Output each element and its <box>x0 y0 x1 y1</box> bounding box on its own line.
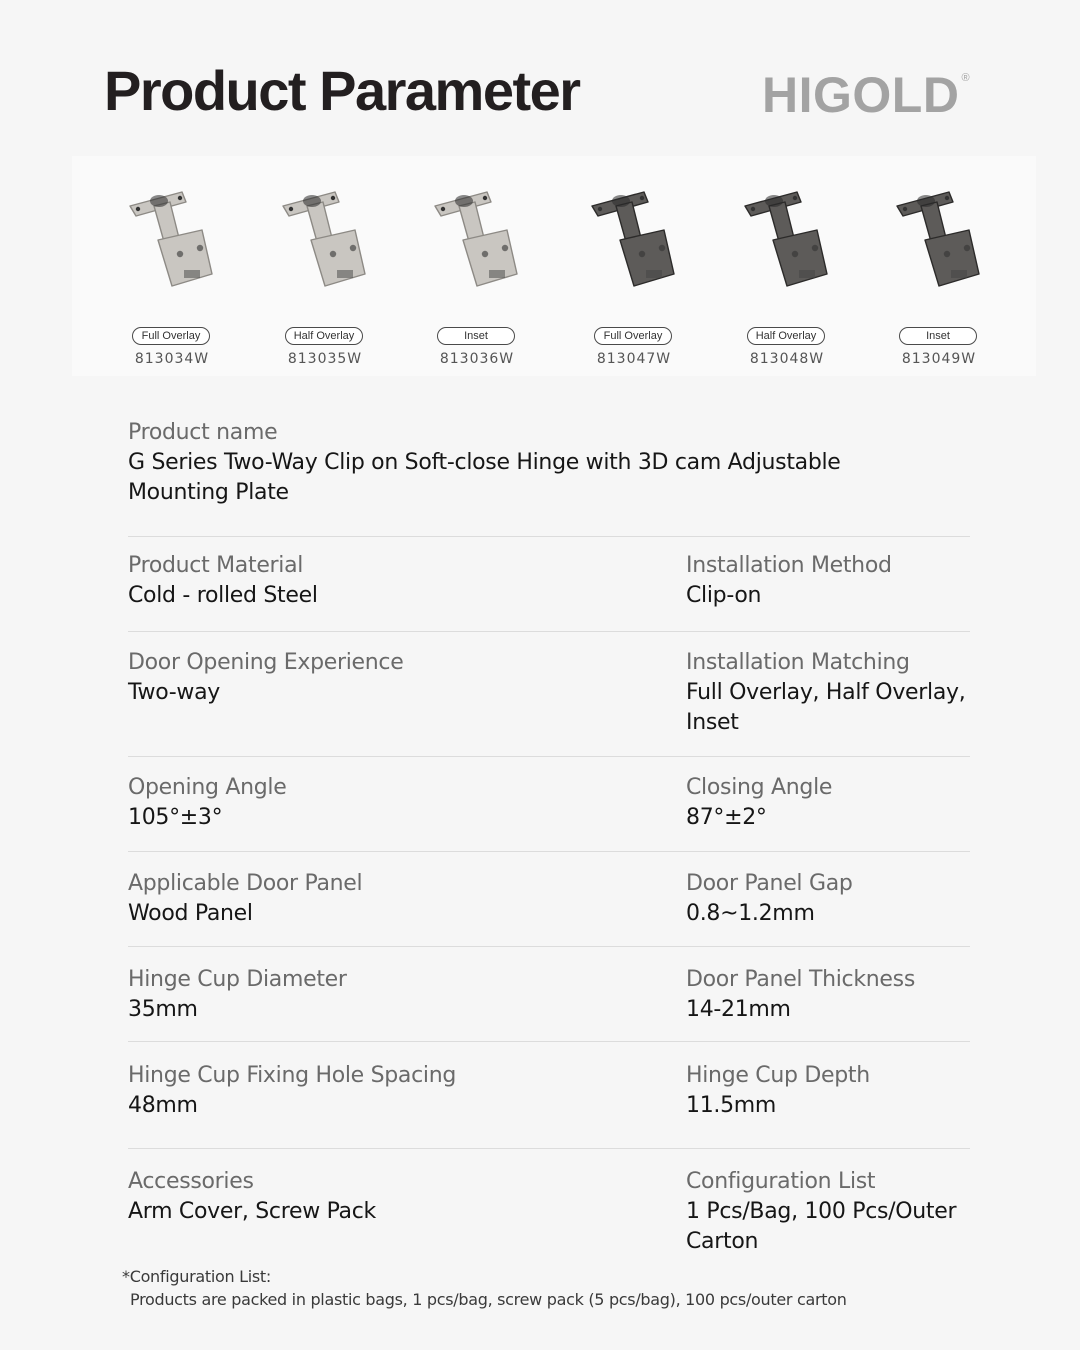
spec-hole-spacing <box>128 1061 648 1121</box>
spec-value: Cold - rolled Steel <box>128 583 318 608</box>
spec-product-name <box>128 418 928 508</box>
page-title: Product Parameter <box>104 59 580 122</box>
product-code: 813036W <box>439 351 515 367</box>
spec-label: Installation Matching <box>686 650 910 675</box>
spec-value: Clip-on <box>686 583 762 608</box>
spec-value: Wood Panel <box>128 901 253 926</box>
divider <box>128 1041 970 1042</box>
spec-value: 105°±3° <box>128 805 223 830</box>
spec-door-opening <box>128 648 648 708</box>
spec-value: 35mm <box>128 997 198 1022</box>
footnote-heading: *Configuration List: <box>122 1267 271 1286</box>
product-gallery <box>72 156 1036 376</box>
hinge-image <box>739 178 839 308</box>
hinge-image <box>277 178 377 308</box>
spec-value: 87°±2° <box>686 805 767 830</box>
hinge-image <box>891 178 991 308</box>
spec-value: 48mm <box>128 1093 198 1118</box>
divider <box>128 946 970 947</box>
overlay-type-badge: Inset <box>899 327 977 345</box>
spec-value: 14-21mm <box>686 997 791 1022</box>
divider <box>128 631 970 632</box>
overlay-type-badge: Half Overlay <box>747 327 825 345</box>
spec-installation-method <box>686 551 986 611</box>
spec-label: Door Panel Thickness <box>686 967 915 992</box>
spec-closing-angle <box>686 773 986 833</box>
spec-value: 11.5mm <box>686 1093 777 1118</box>
footnote-text: Products are packed in plastic bags, 1 pcs/bag, screw pack (5 pcs/bag), 100 pcs/outer carton <box>130 1290 847 1309</box>
configuration-footnote <box>122 1265 847 1311</box>
spec-label: Installation Method <box>686 553 892 578</box>
overlay-type-badge: Half Overlay <box>285 327 363 345</box>
divider <box>128 851 970 852</box>
spec-label: Product Material <box>128 553 304 578</box>
spec-value: Full Overlay, Half Overlay, Inset <box>686 680 966 735</box>
spec-value: Arm Cover, Screw Pack <box>128 1199 376 1224</box>
spec-label: Product name <box>128 420 278 445</box>
spec-label: Hinge Cup Fixing Hole Spacing <box>128 1063 457 1088</box>
overlay-type-badge: Full Overlay <box>132 327 210 345</box>
spec-value: 0.8~1.2mm <box>686 901 815 926</box>
overlay-type-badge: Inset <box>437 327 515 345</box>
divider <box>128 1148 970 1149</box>
overlay-type-badge: Full Overlay <box>594 327 672 345</box>
divider <box>128 756 970 757</box>
spec-label: Hinge Cup Diameter <box>128 967 347 992</box>
spec-panel-thickness <box>686 965 986 1025</box>
spec-opening-angle <box>128 773 648 833</box>
spec-door-panel <box>128 869 648 929</box>
spec-accessories <box>128 1167 648 1227</box>
spec-panel-gap <box>686 869 986 929</box>
spec-cup-depth <box>686 1061 986 1121</box>
spec-label: Door Opening Experience <box>128 650 404 675</box>
spec-configuration <box>686 1167 986 1257</box>
spec-label: Opening Angle <box>128 775 287 800</box>
product-code: 813034W <box>134 351 210 367</box>
product-card <box>863 170 1015 380</box>
spec-label: Configuration List <box>686 1169 876 1194</box>
brand-logo <box>762 66 970 124</box>
spec-value: G Series Two-Way Clip on Soft-close Hinge with 3D cam Adjustable Mounting Plate <box>128 450 841 505</box>
registered-mark: ® <box>961 72 971 84</box>
spec-label: Applicable Door Panel <box>128 871 363 896</box>
spec-value: 1 Pcs/Bag, 100 Pcs/Outer Carton <box>686 1199 957 1254</box>
product-card <box>558 170 710 380</box>
hinge-image <box>586 178 686 308</box>
product-card <box>401 170 553 380</box>
product-code: 813049W <box>901 351 977 367</box>
product-code: 813048W <box>749 351 825 367</box>
product-code: 813047W <box>596 351 672 367</box>
spec-label: Closing Angle <box>686 775 833 800</box>
spec-material <box>128 551 648 611</box>
product-code: 813035W <box>287 351 363 367</box>
brand-name: HIGOLD <box>762 67 960 123</box>
spec-value: Two-way <box>128 680 220 705</box>
spec-installation-matching <box>686 648 986 738</box>
product-card <box>711 170 863 380</box>
product-card <box>96 170 248 380</box>
spec-label: Accessories <box>128 1169 254 1194</box>
spec-label: Hinge Cup Depth <box>686 1063 870 1088</box>
spec-label: Door Panel Gap <box>686 871 853 896</box>
divider <box>128 536 970 537</box>
hinge-image <box>429 178 529 308</box>
spec-cup-diameter <box>128 965 648 1025</box>
product-card <box>249 170 401 380</box>
hinge-image <box>124 178 224 308</box>
